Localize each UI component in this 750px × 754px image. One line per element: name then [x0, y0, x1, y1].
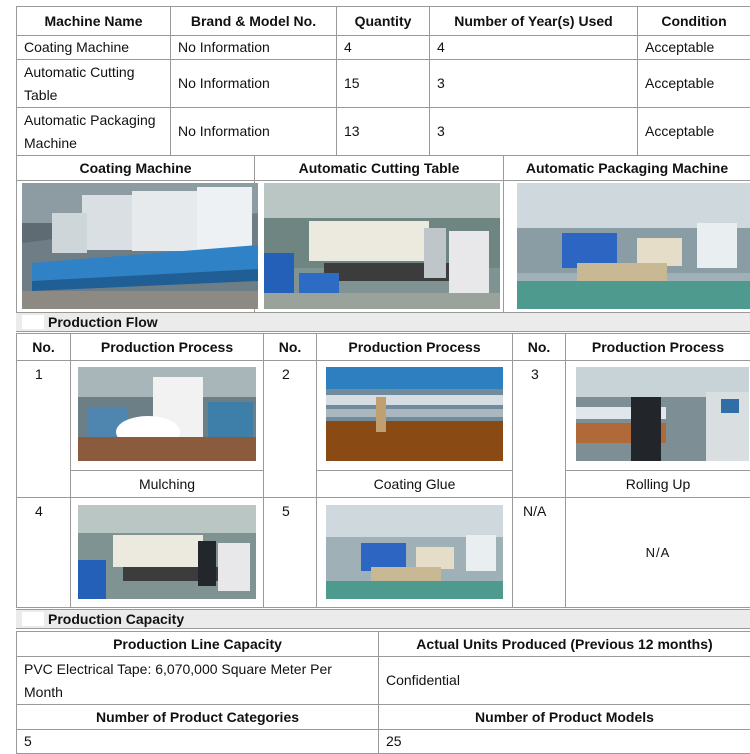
- years-cell: 4: [430, 36, 638, 60]
- step-caption: Mulching: [71, 471, 264, 498]
- brand-cell: No Information: [171, 36, 337, 60]
- years-cell: 3: [430, 108, 638, 156]
- years-cell: 3: [430, 60, 638, 108]
- production-capacity-table: [16, 631, 750, 754]
- flow-col-no: No.: [264, 334, 317, 361]
- step-number: 4: [17, 498, 71, 608]
- production-flow-title: Production Flow: [48, 314, 158, 330]
- quantity-cell: 15: [337, 60, 430, 108]
- categories-value: 5: [17, 730, 379, 754]
- production-capacity-title: Production Capacity: [48, 611, 184, 627]
- coating-glue-photo: [326, 367, 503, 461]
- quantity-cell: 4: [337, 36, 430, 60]
- models-header: Number of Product Models: [379, 705, 750, 730]
- units-produced-header: Actual Units Produced (Previous 12 months): [379, 632, 750, 657]
- step-4-photo: [78, 505, 256, 599]
- flow-col-process: Production Process: [71, 334, 264, 361]
- table-row: [17, 36, 750, 60]
- condition-cell: Acceptable: [638, 36, 750, 60]
- cutting-table-photo: [264, 183, 500, 309]
- production-flow-header: [16, 312, 750, 332]
- step-number: 5: [264, 498, 317, 608]
- table-row: [17, 60, 750, 108]
- header-quantity: Quantity: [337, 7, 430, 36]
- photo-label-packaging: Automatic Packaging Machine: [504, 156, 750, 181]
- rolling-up-photo: [576, 367, 749, 461]
- brand-cell: No Information: [171, 108, 337, 156]
- brand-cell: No Information: [171, 60, 337, 108]
- step-5-photo: [326, 505, 503, 599]
- step-caption: Coating Glue: [317, 471, 513, 498]
- step-number: 2: [264, 361, 317, 498]
- categories-header: Number of Product Categories: [17, 705, 379, 730]
- flow-col-process: Production Process: [317, 334, 513, 361]
- step-caption: N/A: [566, 498, 750, 608]
- step-number: N/A: [513, 498, 566, 608]
- step-number: 1: [17, 361, 71, 498]
- quantity-cell: 13: [337, 108, 430, 156]
- photo-label-coating: Coating Machine: [17, 156, 255, 181]
- step-number: 3: [513, 361, 566, 498]
- models-value: 25: [379, 730, 750, 754]
- mulching-photo: [78, 367, 256, 461]
- coating-machine-photo: [22, 183, 258, 309]
- table-row: [17, 108, 750, 156]
- production-capacity-header: [16, 609, 750, 629]
- machines-table: [16, 6, 750, 156]
- line-capacity-value: PVC Electrical Tape: 6,070,000 Square Meter Per Month: [17, 657, 379, 705]
- flow-col-no: No.: [17, 334, 71, 361]
- header-years-used: Number of Year(s) Used: [430, 7, 638, 36]
- photo-label-cutting: Automatic Cutting Table: [255, 156, 504, 181]
- packaging-machine-photo: [517, 183, 750, 309]
- machine-name-cell: Automatic Packaging Machine: [17, 108, 171, 156]
- flow-col-process: Production Process: [566, 334, 750, 361]
- units-produced-value: Confidential: [379, 657, 750, 705]
- header-machine-name: Machine Name: [17, 7, 171, 36]
- header-condition: Condition: [638, 7, 750, 36]
- condition-cell: Acceptable: [638, 60, 750, 108]
- header-brand-model: Brand & Model No.: [171, 7, 337, 36]
- condition-cell: Acceptable: [638, 108, 750, 156]
- line-capacity-header: Production Line Capacity: [17, 632, 379, 657]
- flow-col-no: No.: [513, 334, 566, 361]
- machine-name-cell: Automatic Cutting Table: [17, 60, 171, 108]
- step-caption: Rolling Up: [566, 471, 750, 498]
- machine-name-cell: Coating Machine: [17, 36, 171, 60]
